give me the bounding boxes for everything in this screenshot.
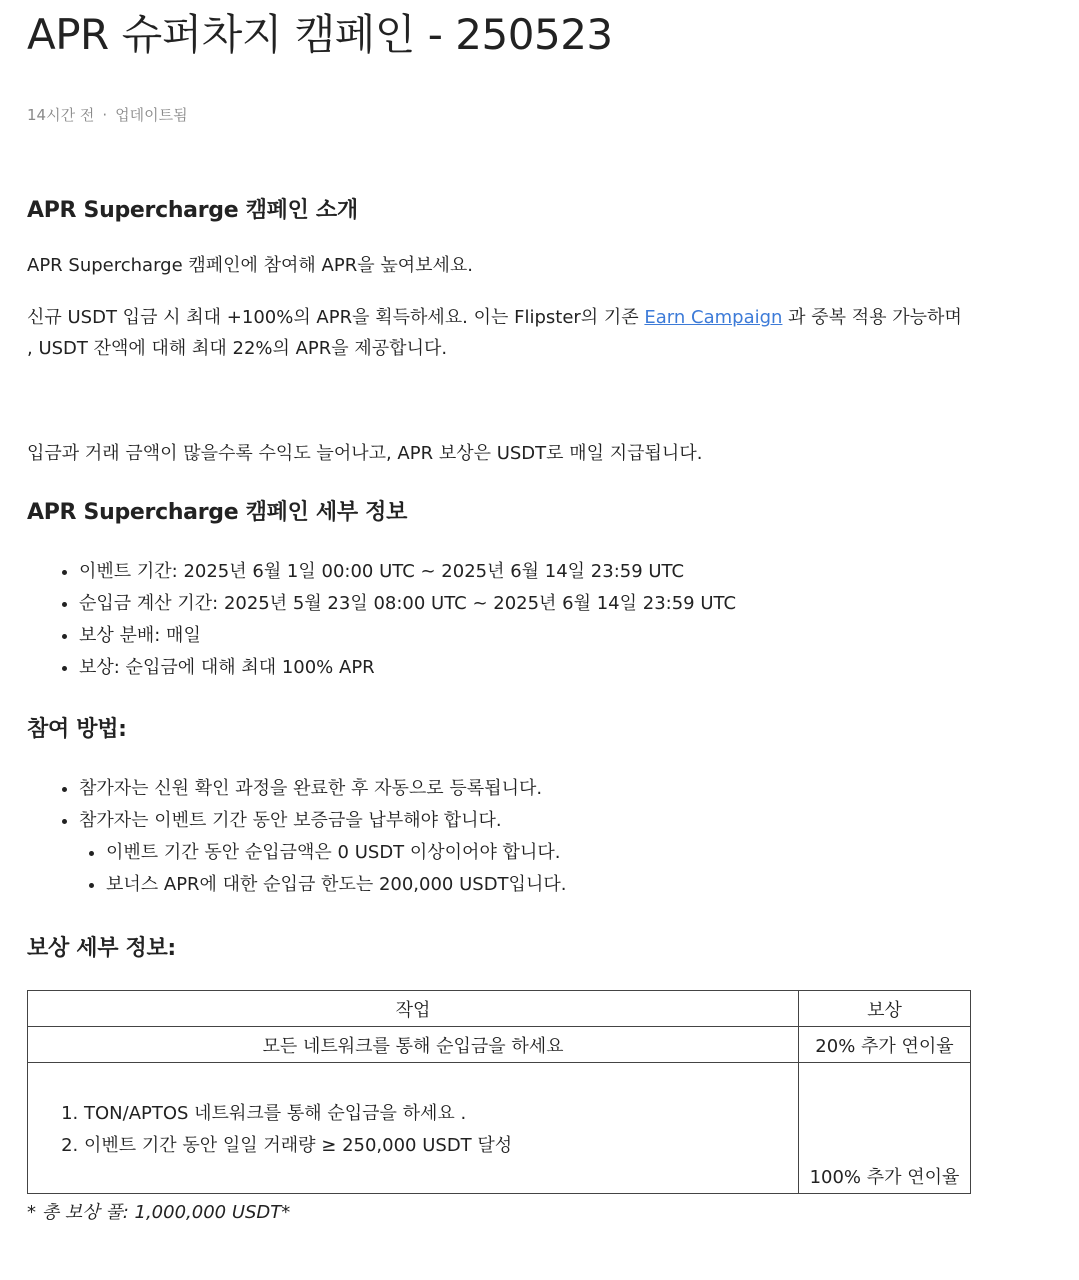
intro-paragraph-2 [27,302,1052,364]
howto-list [27,773,1052,901]
updated-status: 업데이트됨 [115,106,188,124]
howto-sublist [79,837,1052,901]
reward-cell: 100% 추가 연이율 [799,1063,971,1194]
column-header-task: 작업 [28,991,799,1027]
list-item: • 보상 분배: 매일 [79,620,1052,652]
list-item: • 이벤트 기간 동안 순입금액은 0 USDT 이상이어야 합니다. [106,837,1052,869]
table-row [28,1027,971,1063]
intro-text: 신규 USDT 입금 시 최대 +100%의 APR을 획득하세요. 이는 Flipster의 기존 [27,307,645,328]
list-item: • 참가자는 신원 확인 과정을 완료한 후 자동으로 등록됩니다. [79,773,1052,805]
list-item: • 보상: 순입금에 대해 최대 100% APR [79,652,1052,684]
list-item: • 순입금 계산 기간: 2025년 5월 23일 08:00 UTC ~ 2025년 6월 14일 23:59 UTC [79,588,1052,620]
howto-heading: 참여 방법: [27,717,127,742]
list-item: 2. 이벤트 기간 동안 일일 거래량 ≥ 250,000 USDT 달성 [84,1130,798,1162]
total-reward-pool-note: * 총 보상 풀: 1,000,000 USDT* [27,1202,291,1223]
intro-text: 과 중복 적용 가능하며 [782,307,962,328]
intro-paragraph-1: APR Supercharge 캠페인에 참여해 APR을 높여보세요. [27,255,473,276]
page-title: APR 슈퍼차지 캠페인 - 250523 [27,10,613,59]
list-item-text: 참가자는 이벤트 기간 동안 보증금을 납부해야 합니다. [79,810,502,831]
list-item: 1. TON/APTOS 네트워크를 통해 순입금을 하세요 . [84,1098,798,1130]
task-cell: 모든 네트워크를 통해 순입금을 하세요 [28,1027,799,1063]
column-header-reward: 보상 [799,991,971,1027]
table-row [28,1063,971,1194]
table-header-row [28,991,971,1027]
reward-cell: 20% 추가 연이율 [799,1027,971,1063]
article-meta [27,104,1052,125]
rewards-heading: 보상 세부 정보: [27,936,176,961]
rewards-table [27,990,971,1194]
updated-time: 14시간 전 [27,106,95,124]
task-cell [28,1063,799,1194]
intro-text: , USDT 잔액에 대해 최대 22%의 APR을 제공합니다. [27,338,448,359]
details-heading: APR Supercharge 캠페인 세부 정보 [27,500,408,525]
list-item [79,805,1052,901]
task-steps-list [28,1098,798,1162]
list-item: • 보너스 APR에 대한 순입금 한도는 200,000 USDT입니다. [106,869,1052,901]
intro-paragraph-3: 입금과 거래 금액이 많을수록 수익도 늘어나고, APR 보상은 USDT로 매일 지급됩니다. [27,443,703,464]
intro-heading: APR Supercharge 캠페인 소개 [27,198,358,223]
details-list [27,556,1052,684]
list-item: • 이벤트 기간: 2025년 6월 1일 00:00 UTC ~ 2025년 6월 14일 23:59 UTC [79,556,1052,588]
meta-separator: · [102,106,108,124]
earn-campaign-link[interactable]: Earn Campaign [644,307,783,328]
